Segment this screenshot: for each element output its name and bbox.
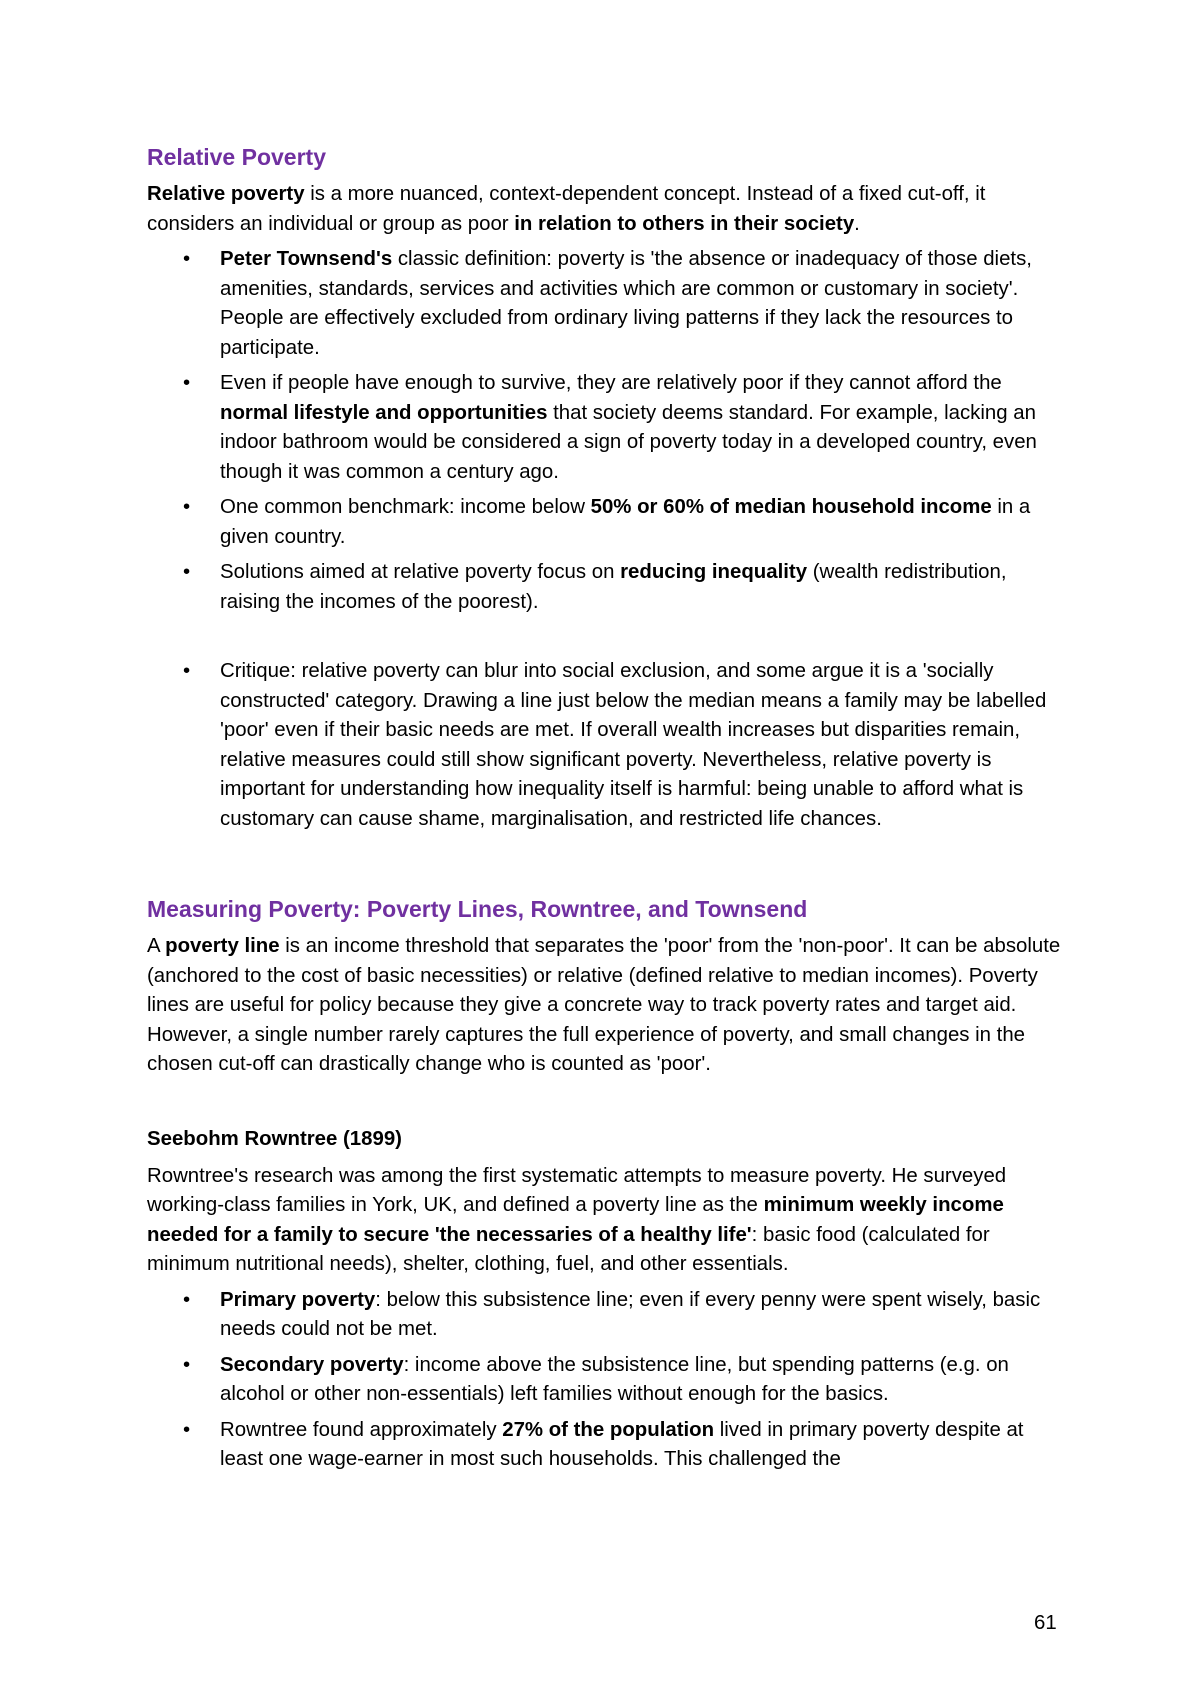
list-item-text: Critique: relative poverty can blur into social exclusion, and some argue it is a 'socially constructed' category. Drawing a line just below the median means a family may be labelled 'poor' even if their basic needs are met. If overall wealth increases but disparities remain, relative measures could still show significant poverty. Nevertheless, relative poverty is important for understanding how inequality itself is harmful: being unable to afford what is customary can cause shame, marginalisation, and restricted life chances. bbox=[220, 660, 1047, 830]
bullet-marker: • bbox=[183, 1353, 191, 1376]
list-item bbox=[147, 369, 1065, 487]
list-item-text: Rowntree found approximately 27% of the population lived in primary poverty despite at least one wage-earner in most such households. This challenged the bbox=[220, 1418, 1024, 1470]
bullet-marker: • bbox=[183, 1288, 191, 1311]
section-heading-measuring-poverty: Measuring Poverty: Poverty Lines, Rowntree, and Townsend bbox=[147, 896, 808, 922]
bullet-marker: • bbox=[183, 496, 191, 518]
paragraph-relative-intro: Relative poverty is a more nuanced, context-dependent concept. Instead of a fixed cut-off, it considers an individual or group as poor in relation to others in their society. bbox=[147, 183, 986, 235]
bold-text: Peter Townsend's bbox=[220, 248, 393, 270]
page-number: 61 bbox=[1034, 1612, 1057, 1634]
bullet-marker: • bbox=[183, 372, 191, 394]
bold-text: normal lifestyle and opportunities bbox=[220, 401, 548, 424]
bullet-list-relative bbox=[147, 245, 1065, 617]
bullet-marker: • bbox=[183, 248, 191, 270]
bullet-marker: • bbox=[183, 1418, 191, 1441]
bold-text: reducing inequality bbox=[620, 561, 808, 583]
list-item-text: One common benchmark: income below 50% or 60% of median household income in a given country. bbox=[220, 496, 1031, 548]
bold-text: poverty line bbox=[165, 935, 280, 957]
list-item bbox=[147, 1416, 1065, 1475]
list-item bbox=[147, 657, 1065, 834]
list-item bbox=[147, 1351, 1065, 1410]
subheading-seebohm-rowntree: Seebohm Rowntree (1899) bbox=[147, 1127, 402, 1150]
list-item bbox=[147, 1286, 1065, 1345]
list-item bbox=[147, 493, 1065, 552]
page-content bbox=[147, 142, 1065, 1481]
paragraph-poverty-line: A poverty line is an income threshold that separates the 'poor' from the 'non-poor'. It can be absolute (anchored to the cost of basic necessities) or relative (defined relative to median incomes). Poverty lines are useful for policy because they give a concrete way to track poverty rates and target aid. However, a single number rarely captures the full experience of poverty, and small changes in the chosen cut-off can drastically change who is counted as 'poor'. bbox=[147, 935, 1061, 1075]
bold-text: Secondary poverty bbox=[220, 1353, 404, 1376]
bold-text: Relative poverty bbox=[147, 183, 305, 205]
bold-text: 50% or 60% of median household income bbox=[590, 496, 992, 518]
list-item bbox=[147, 245, 1065, 363]
bold-text: in relation to others in their society bbox=[514, 212, 855, 235]
bold-text: Primary poverty bbox=[220, 1288, 376, 1311]
list-item-text: Even if people have enough to survive, they are relatively poor if they cannot afford the normal lifestyle and opportunities that society deems standard. For example, lacking an indoor bathroom would be considered a sign of poverty today in a developed country, even though it was common a century ago. bbox=[220, 372, 1037, 483]
bullet-marker: • bbox=[183, 561, 191, 583]
bullet-list-rowntree bbox=[147, 1286, 1065, 1475]
list-item-text: Solutions aimed at relative poverty focus on reducing inequality (wealth redistribution, raising the incomes of the poorest). bbox=[220, 561, 1007, 613]
list-item-text: Peter Townsend's classic definition: poverty is 'the absence or inadequacy of those diets, amenities, standards, services and activities which are common or customary in society'. People are effectively excluded from ordinary living patterns if they lack the resources to participate. bbox=[220, 248, 1032, 359]
bold-text: 27% of the population bbox=[502, 1418, 715, 1441]
section-heading-relative-poverty: Relative Poverty bbox=[147, 144, 326, 170]
bullet-list-critique bbox=[147, 657, 1065, 834]
bullet-marker: • bbox=[183, 660, 191, 682]
bold-text: minimum weekly income needed for a family to secure 'the necessaries of a healthy life' bbox=[147, 1194, 1004, 1246]
paragraph-rowntree-intro: Rowntree's research was among the first systematic attempts to measure poverty. He surveyed working-class families in York, UK, and defined a poverty line as the minimum weekly income needed for a family to secure 'the necessaries of a healthy life': basic food (calculated for minimum nutritional needs), shelter, clothing, fuel, and other essentials. bbox=[147, 1164, 1007, 1275]
list-item-text: Primary poverty: below this subsistence line; even if every penny were spent wisely, basic needs could not be met. bbox=[220, 1288, 1041, 1340]
list-item bbox=[147, 558, 1065, 617]
list-item-text: Secondary poverty: income above the subsistence line, but spending patterns (e.g. on alcohol or other non-essentials) left families without enough for the basics. bbox=[220, 1353, 1009, 1405]
